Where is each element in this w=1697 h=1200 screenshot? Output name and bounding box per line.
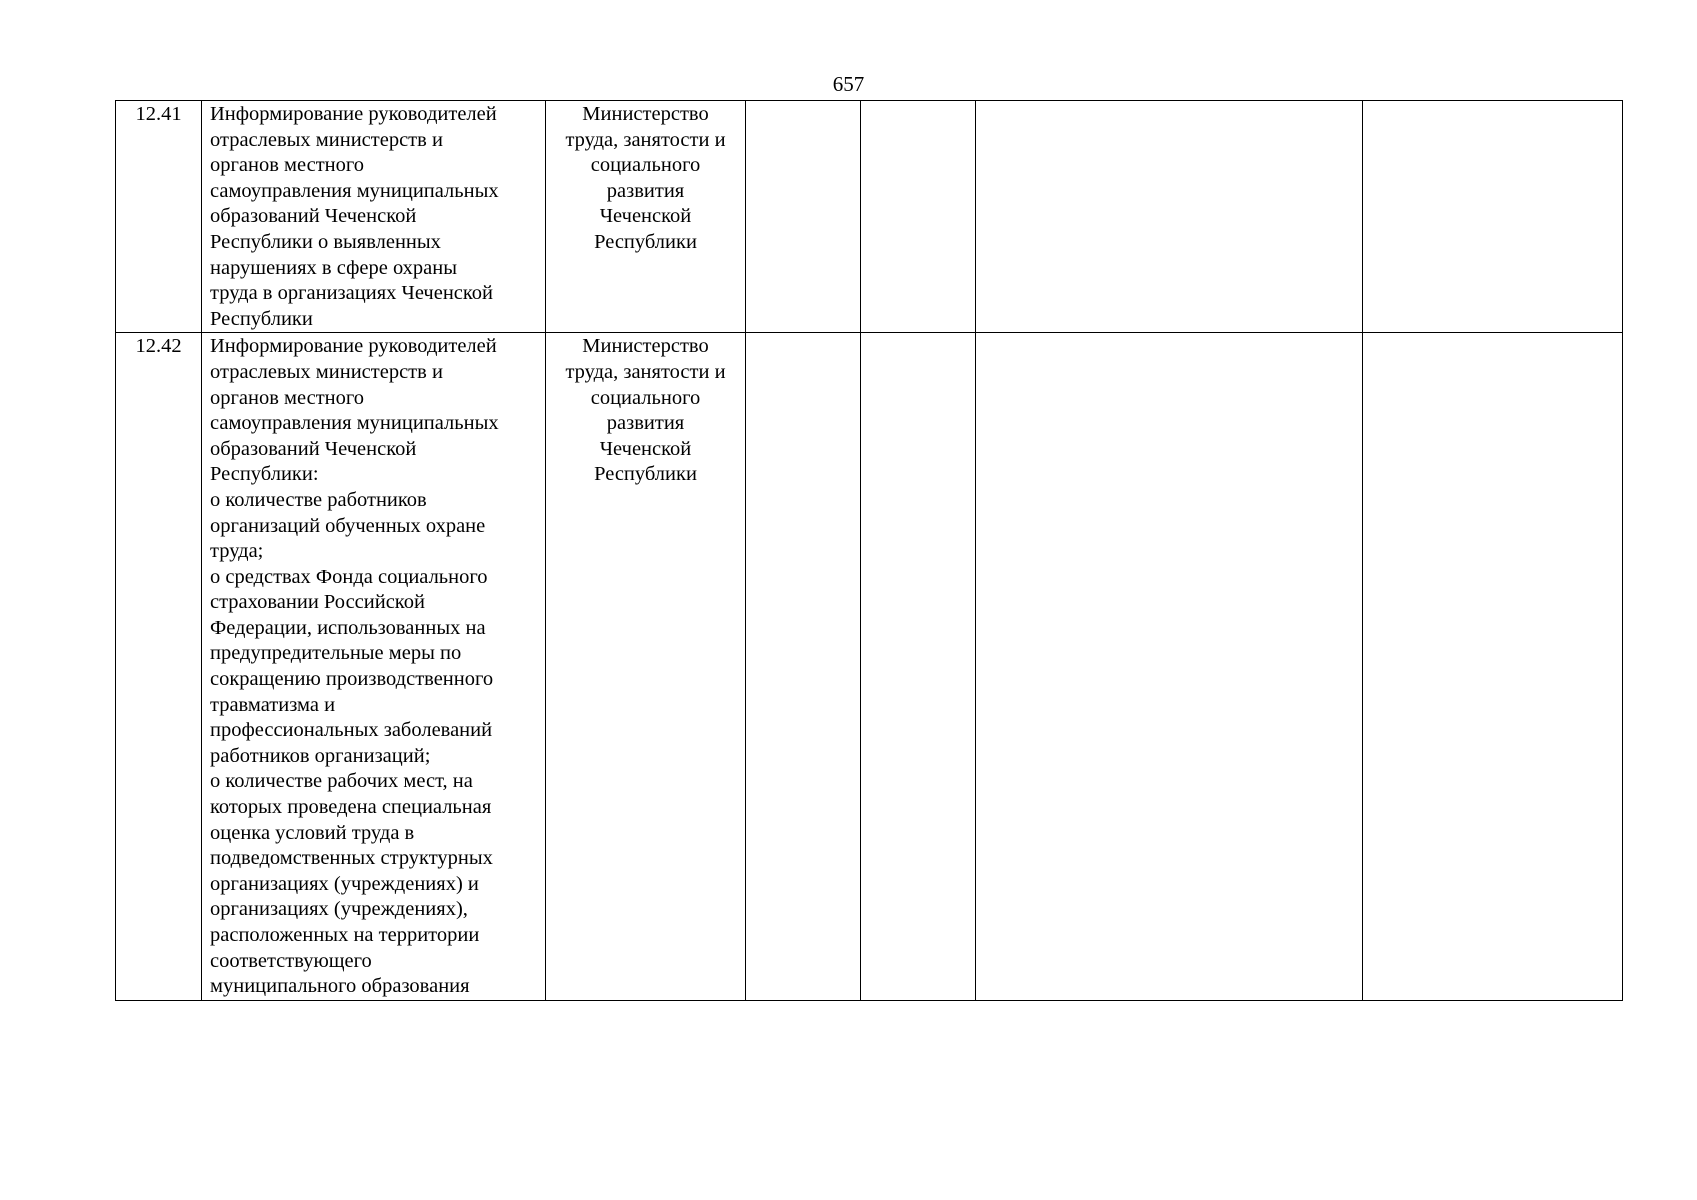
measure-line: о количестве работников xyxy=(210,488,427,511)
executor-line: Республики xyxy=(594,463,697,486)
page-number: 657 xyxy=(832,72,865,96)
executor-line: социального xyxy=(590,386,701,409)
row-number: 12.42 xyxy=(116,333,202,1000)
executor-line: развития xyxy=(606,412,685,435)
row-number: 12.41 xyxy=(116,101,202,333)
table-row xyxy=(116,101,1623,333)
executor-line: Министерство xyxy=(582,103,709,125)
measure-line: Республики: xyxy=(210,463,319,486)
empty-cell xyxy=(1363,101,1623,333)
measure-line: о средствах Фонда социального xyxy=(210,565,488,588)
empty-cell xyxy=(976,101,1363,333)
measure-line: отраслевых министерств и xyxy=(210,128,443,151)
measure-line: муниципального образования xyxy=(210,975,470,998)
measure-line: организаций обученных охране xyxy=(210,514,486,537)
measure-line: сокращению производственного xyxy=(210,668,494,691)
empty-cell xyxy=(746,101,861,333)
measure-line: органов местного xyxy=(210,386,365,409)
executor-line: Чеченской xyxy=(599,205,692,228)
measure-line: труда в организациях Чеченской xyxy=(210,282,494,305)
measure-line: которых проведена специальная xyxy=(210,796,492,819)
executor-line: социального xyxy=(590,154,701,177)
measure-description xyxy=(202,333,546,1000)
executor-line: Чеченской xyxy=(599,437,692,460)
measure-line: работников организаций; xyxy=(210,744,431,767)
measure-line: профессиональных заболеваний xyxy=(210,719,493,742)
empty-cell xyxy=(861,333,976,1000)
executor-line: развития xyxy=(606,179,685,202)
measure-line: предупредительные меры по xyxy=(210,642,462,665)
measure-line: Республики о выявленных xyxy=(210,230,441,253)
measure-description xyxy=(202,101,546,333)
measure-line: Республики xyxy=(210,307,313,330)
empty-cell xyxy=(746,333,861,1000)
measure-line: Информирование руководителей xyxy=(210,335,497,358)
table-row xyxy=(116,333,1623,1000)
measure-line: соответствующего xyxy=(210,949,372,972)
empty-cell xyxy=(1363,333,1623,1000)
measure-line: подведомственных структурных xyxy=(210,847,493,870)
measure-line: труда; xyxy=(210,540,264,563)
measure-line: образований Чеченской xyxy=(210,437,417,460)
executor-line: труда, занятости и xyxy=(565,128,726,151)
measure-line: о количестве рабочих мест, на xyxy=(210,770,473,793)
measure-line: нарушениях в сфере охраны xyxy=(210,256,458,279)
empty-cell xyxy=(861,101,976,333)
measure-line: травматизма и xyxy=(210,693,336,716)
measure-line: организациях (учреждениях), xyxy=(210,898,468,921)
measure-line: Информирование руководителей xyxy=(210,103,497,125)
measure-line: оценка условий труда в xyxy=(210,821,415,844)
measure-line: страховании Российской xyxy=(210,591,425,614)
measure-line: отраслевых министерств и xyxy=(210,360,443,383)
measure-line: самоуправления муниципальных xyxy=(210,179,499,202)
measure-line: самоуправления муниципальных xyxy=(210,412,499,435)
executor xyxy=(546,333,746,1000)
executor xyxy=(546,101,746,333)
measure-line: образований Чеченской xyxy=(210,205,417,228)
measure-line: организациях (учреждениях) и xyxy=(210,872,479,895)
measure-line: Федерации, использованных на xyxy=(210,616,486,639)
executor-line: Министерство xyxy=(582,335,709,358)
executor-line: Республики xyxy=(594,230,697,253)
executor-line: труда, занятости и xyxy=(565,360,726,383)
empty-cell xyxy=(976,333,1363,1000)
measure-line: расположенных на территории xyxy=(210,924,480,946)
measure-line: органов местного xyxy=(210,154,365,177)
measures-table xyxy=(115,100,1623,1001)
